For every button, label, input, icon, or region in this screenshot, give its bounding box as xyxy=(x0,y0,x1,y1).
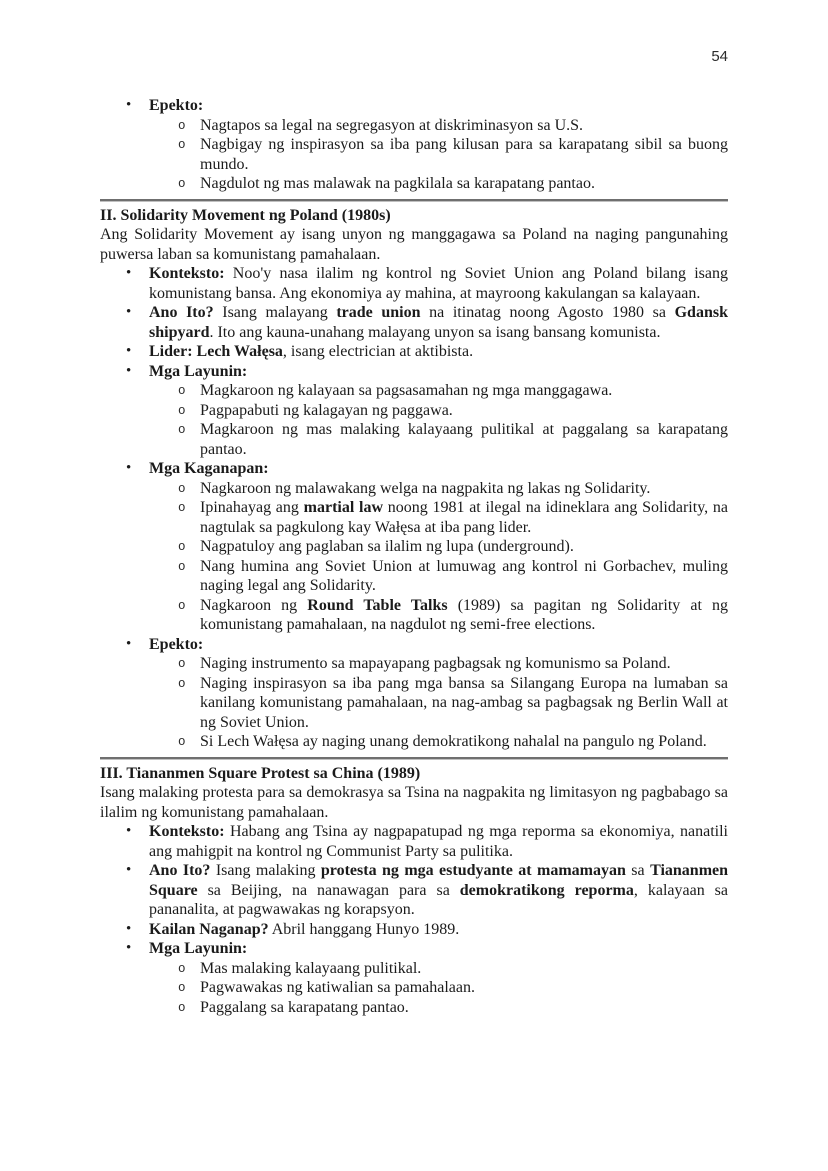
sub-bullet-item xyxy=(100,381,728,401)
text-run xyxy=(149,862,728,918)
bullet-circle-icon: o xyxy=(178,735,186,749)
bullet-circle-icon: o xyxy=(178,403,186,418)
bullet-disc-icon: • xyxy=(126,635,132,652)
bullet-circle-icon: o xyxy=(178,540,186,554)
text-run xyxy=(100,765,420,782)
text-segment: , kalayaan sa pananalita, at pagwawakas ng korapsyon. xyxy=(149,881,729,918)
text-segment: Nagpatuloy ang paglaban sa ilalim ng lupa (underground). xyxy=(200,538,574,555)
text-run xyxy=(149,363,247,380)
bold-text-segment: trade union xyxy=(336,304,421,321)
text-segment: Si Lech Wałęsa ay naging unang demokratikong nahalal na pangulo ng Poland. xyxy=(200,733,707,750)
bullet-circle-icon: o xyxy=(178,423,186,437)
text-run xyxy=(200,402,453,419)
text-run xyxy=(200,655,671,672)
text-segment: Ipinahayag ang xyxy=(200,499,304,516)
bullet-circle-icon: o xyxy=(178,384,186,398)
text-segment: (1989) sa pagitan ng Solidarity at ng komunistang pamahalaan, na nagdulot ng semi-free elections. xyxy=(200,596,729,633)
bullet-item xyxy=(100,96,728,116)
sub-bullet-item xyxy=(100,116,728,136)
document-body xyxy=(100,96,728,1017)
text-segment: . Ito ang kauna-unahang malayang unyon sa isang bansang komunista. xyxy=(209,323,661,341)
bullet-item xyxy=(100,342,728,362)
text-run xyxy=(200,117,583,134)
sub-bullet-item xyxy=(100,596,728,635)
text-run xyxy=(200,499,728,536)
text-run xyxy=(149,343,473,360)
bullet-circle-icon: o xyxy=(178,177,186,191)
bullet-disc-icon: • xyxy=(126,823,132,839)
text-segment: Abril hanggang Hunyo 1989. xyxy=(268,920,460,938)
text-run xyxy=(149,823,728,860)
text-segment: Ang Solidarity Movement ay isang unyon ng manggagawa sa Poland na naging pangunahing puwersa laban sa komunistang pamahalaan. xyxy=(100,226,728,263)
sub-bullet-item xyxy=(100,479,728,499)
text-run xyxy=(149,304,728,341)
bold-text-segment: Lider: Lech Wałęsa xyxy=(149,343,283,360)
bold-text-segment: II. Solidarity Movement ng Poland (1980s) xyxy=(100,206,391,224)
bold-text-segment: Mga Kaganapan: xyxy=(149,460,269,477)
bullet-disc-icon: • xyxy=(126,304,132,320)
sub-bullet-item xyxy=(100,732,728,752)
bullet-circle-icon: o xyxy=(178,657,186,671)
bold-text-segment: Mga Layunin: xyxy=(149,362,248,380)
sub-bullet-item xyxy=(100,135,728,174)
bold-text-segment: Ano Ito? xyxy=(149,862,211,879)
bold-text-segment: Epekto: xyxy=(149,635,204,653)
text-run xyxy=(100,226,728,263)
bold-text-segment: Mga Layunin: xyxy=(149,940,248,957)
text-segment: Naging instrumento sa mapayapang pagbagsak ng komunismo sa Poland. xyxy=(200,655,671,672)
text-run xyxy=(149,265,728,302)
sub-bullet-item xyxy=(100,959,728,979)
bold-text-segment: Tiananmen Square xyxy=(149,862,729,899)
text-run xyxy=(200,538,574,555)
text-segment: Isang malayang xyxy=(213,304,337,321)
paragraph xyxy=(100,225,728,264)
bullet-circle-icon: o xyxy=(178,981,186,995)
bold-text-segment: Kailan Naganap? xyxy=(149,920,269,938)
sub-bullet-item xyxy=(100,654,728,674)
sub-bullet-item xyxy=(100,674,728,733)
bullet-circle-icon: o xyxy=(178,598,186,613)
bold-text-segment: martial law xyxy=(303,499,384,516)
bullet-circle-icon: o xyxy=(178,481,186,496)
sub-bullet-item xyxy=(100,401,728,421)
text-run xyxy=(200,421,728,458)
text-segment: Nagbigay ng inspirasyon sa iba pang kilusan para sa karapatang sibil sa buong mundo. xyxy=(200,136,728,173)
sub-bullet-item xyxy=(100,537,728,557)
bold-text-segment: Epekto: xyxy=(149,97,204,114)
text-run xyxy=(149,460,269,477)
text-segment: Nagdulot ng mas malawak na pagkilala sa karapatang pantao. xyxy=(200,175,595,192)
text-segment: Nagkaroon ng xyxy=(200,596,308,614)
bold-text-segment: Round Table Talks xyxy=(307,596,448,614)
bullet-disc-icon: • xyxy=(126,460,132,476)
text-segment: Noo'y nasa ilalim ng kontrol ng Soviet Union ang Poland bilang isang komunistang bansa. Ang ekonomiya ay mahina, at mayroong kakulangan sa kalayaan. xyxy=(149,265,728,302)
text-segment: Isang malaking xyxy=(210,862,321,879)
bold-text-segment: demokratikong reporma xyxy=(459,881,634,899)
bold-text-segment: Ano Ito? xyxy=(149,304,214,321)
text-segment: Paggalang sa karapatang pantao. xyxy=(200,998,409,1016)
text-segment: noong 1981 at ilegal na idineklara ang Solidarity, na nagtulak sa pagkulong kay Wałęsa at iba pang lider. xyxy=(200,499,728,536)
bullet-disc-icon: • xyxy=(126,97,132,113)
section-heading xyxy=(100,764,728,784)
paragraph xyxy=(100,783,728,822)
bullet-circle-icon: o xyxy=(178,501,186,515)
text-segment: Pagwawakas ng katiwalian sa pamahalaan. xyxy=(200,979,476,996)
text-run xyxy=(200,597,728,634)
bullet-item xyxy=(100,822,728,861)
text-run xyxy=(200,733,707,750)
text-segment: sa xyxy=(625,862,651,879)
sub-bullet-item xyxy=(100,998,728,1018)
bullet-item xyxy=(100,939,728,959)
text-run xyxy=(200,382,612,399)
section-divider xyxy=(100,199,728,202)
bullet-circle-icon: o xyxy=(178,961,186,976)
text-segment: Magkaroon ng mas malaking kalayaang pulitikal at paggalang sa karapatang pantao. xyxy=(200,421,728,458)
text-segment: Pagpapabuti ng kalagayan ng paggawa. xyxy=(200,401,453,419)
text-run xyxy=(200,960,421,977)
text-segment: Habang ang Tsina ay nagpapatupad ng mga reporma sa ekonomiya, nanatili ang mahigpit na kontrol ng Communist Party sa pulitika. xyxy=(149,823,728,860)
bullet-item xyxy=(100,303,728,342)
bold-text-segment: Gdansk shipyard xyxy=(149,304,728,341)
text-segment: Nang humina ang Soviet Union at lumuwag ang kontrol ni Gorbachev, muling naging legal ang Solidarity. xyxy=(200,557,728,594)
sub-bullet-item xyxy=(100,978,728,998)
text-segment: sa Beijing, na nanawagan para sa xyxy=(197,881,460,899)
bold-text-segment: Konteksto: xyxy=(149,823,225,840)
sub-bullet-item xyxy=(100,174,728,194)
bold-text-segment: protesta ng mga estudyante at mamamayan xyxy=(320,862,626,879)
bullet-disc-icon: • xyxy=(126,940,132,956)
text-run xyxy=(200,480,650,497)
text-run xyxy=(200,136,728,173)
sub-bullet-item xyxy=(100,557,728,596)
text-segment: Mas malaking kalayaang pulitikal. xyxy=(200,959,422,977)
bullet-item xyxy=(100,264,728,303)
bullet-item xyxy=(100,459,728,479)
bullet-item xyxy=(100,920,728,940)
bullet-disc-icon: • xyxy=(126,362,132,379)
text-segment: na itinatag noong Agosto 1980 sa xyxy=(420,304,675,321)
sub-bullet-item xyxy=(100,498,728,537)
bullet-disc-icon: • xyxy=(126,265,132,281)
text-run xyxy=(200,675,728,731)
text-segment: Nagtapos sa legal na segregasyon at diskriminasyon sa U.S. xyxy=(200,116,584,134)
text-run xyxy=(149,921,459,938)
bullet-item xyxy=(100,362,728,382)
bullet-circle-icon: o xyxy=(178,559,186,574)
text-run xyxy=(200,999,409,1016)
bullet-circle-icon: o xyxy=(178,676,186,691)
section-divider xyxy=(100,757,728,760)
text-run xyxy=(149,636,203,653)
text-run xyxy=(149,97,203,114)
bullet-disc-icon: • xyxy=(126,862,132,878)
text-segment: Isang malaking protesta para sa demokrasya sa Tsina na nagpakita ng limitasyon ng pagbabago sa ilalim ng komunistang pamahalaan. xyxy=(100,784,728,821)
bullet-item xyxy=(100,861,728,920)
bullet-disc-icon: • xyxy=(126,920,132,937)
bullet-item xyxy=(100,635,728,655)
section-heading xyxy=(100,206,728,226)
bullet-circle-icon: o xyxy=(178,138,186,152)
bullet-disc-icon: • xyxy=(126,343,132,359)
text-segment: , isang electrician at aktibista. xyxy=(282,343,474,360)
text-segment: Magkaroon ng kalayaan sa pagsasamahan ng mga manggagawa. xyxy=(200,382,613,399)
bold-text-segment: Konteksto: xyxy=(149,265,225,282)
sub-bullet-item xyxy=(100,420,728,459)
text-segment: Nagkaroon ng malawakang welga na nagpakita ng lakas ng Solidarity. xyxy=(200,479,651,497)
text-run xyxy=(200,558,728,595)
bold-text-segment: III. Tiananmen Square Protest sa China (1989) xyxy=(100,764,421,782)
text-run xyxy=(100,207,391,224)
page-number: 54 xyxy=(711,48,728,65)
text-run xyxy=(200,979,475,996)
bullet-circle-icon: o xyxy=(178,1000,186,1015)
text-run xyxy=(100,784,728,821)
bullet-circle-icon: o xyxy=(178,118,186,133)
text-run xyxy=(149,940,247,957)
text-run xyxy=(200,175,595,192)
text-segment: Naging inspirasyon sa iba pang mga bansa sa Silangang Europa na lumaban sa kanilang komunistang pamahalaan, na nag-ambag sa pagbagsak ng Berlin Wall at ng Soviet Union. xyxy=(200,674,728,731)
